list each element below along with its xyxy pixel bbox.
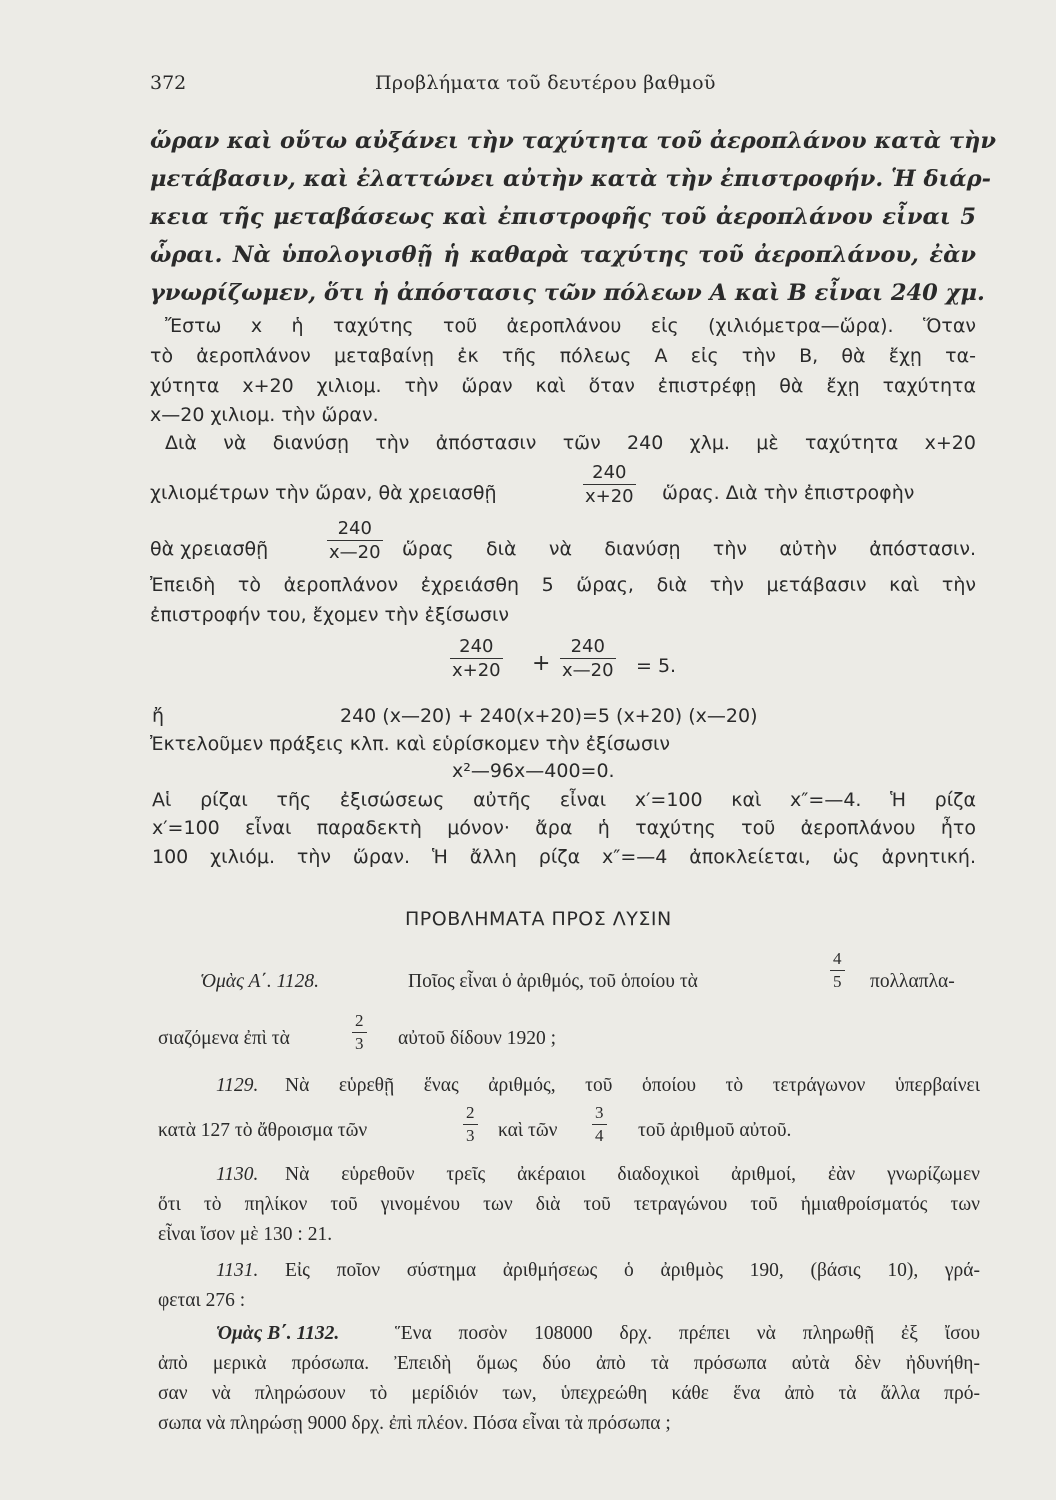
problem-1131-text: Εἰς ποῖον σύστημα ἀριθμήσεως ὁ ἀριθμὸς 190, (βάσις 10), γρά- bbox=[285, 1260, 980, 1281]
statement-line: μετάβασιν, καὶ ἐλαττώνει αὐτὴν κατὰ τὴν ἐπιστροφήν. Ἡ διάρ- bbox=[150, 166, 991, 192]
fraction-denominator: 4 bbox=[592, 1124, 607, 1146]
roots-line: x′=100 εἶναι παραδεκτὴ μόνον· ἄρα ἡ ταχύτης τοῦ ἀεροπλάνου ἦτο bbox=[152, 817, 976, 839]
solution-line: τὸ ἀεροπλάνον μεταβαίνῃ ἐκ τῆς πόλεως A εἰς τὴν B, θὰ ἔχῃ τα- bbox=[150, 345, 976, 367]
fraction-numerator: 240 bbox=[337, 518, 372, 539]
fraction-3-over-4 bbox=[592, 1103, 607, 1146]
or-label: ἤ bbox=[152, 705, 165, 727]
page-header bbox=[150, 72, 976, 102]
problem-1132-text: σαν νὰ πληρώσουν τὸ μερίδιόν των, ὑπεχρεώθη κάθε ἕνα ἀπὸ τὰ ἄλλα πρό- bbox=[158, 1383, 980, 1404]
would-need-text: θὰ χρειασθῇ bbox=[150, 538, 269, 560]
problem-1131-text: φεται 276 : bbox=[158, 1290, 246, 1311]
problem-1128-text: αὐτοῦ δίδουν 1920 ; bbox=[398, 1028, 556, 1049]
page-number: 372 bbox=[150, 72, 187, 94]
fraction-denominator: x—20 bbox=[562, 660, 614, 681]
problem-1130-text: Νὰ εὑρεθοῦν τρεῖς ἀκέραιοι διαδοχικοὶ ἀριθμοί, ἐὰν γνωρίζωμεν bbox=[285, 1164, 980, 1185]
problem-1132-text: ἀπὸ μερικὰ πρόσωπα. Ἐπειδὴ ὅμως δύο ἀπὸ τὰ πρόσωπα αὐτὰ δὲν ἠδυνήθη- bbox=[158, 1353, 980, 1374]
fraction-numerator: 3 bbox=[595, 1103, 604, 1122]
fraction-240-over-x-minus-20 bbox=[327, 518, 383, 563]
roots-line: Αἱ ρίζαι τῆς ἐξισώσεως αὐτῆς εἶναι x′=100 καὶ x″=—4. Ἡ ρίζα bbox=[152, 789, 976, 811]
fraction-denominator: x+20 bbox=[452, 660, 501, 681]
fraction-denominator: x—20 bbox=[329, 542, 381, 563]
fraction-240-over-x-plus-20 bbox=[583, 462, 636, 507]
quadratic-equation: x²—96x—400=0. bbox=[452, 760, 615, 782]
fraction-numerator: 2 bbox=[355, 1011, 364, 1030]
statement-line: ὧραι. Νὰ ὑπολογισθῇ ἡ καθαρὰ ταχύτης τοῦ ἀεροπλάνου, ἐὰν bbox=[150, 242, 976, 268]
kilometers-text: χιλιομέτρων τὴν ὥραν, θὰ χρειασθῇ bbox=[150, 482, 497, 504]
problem-1128-text: Ποῖος εἶναι ὁ ἀριθμός, τοῦ ὁποίου τὰ bbox=[408, 971, 698, 992]
fraction-2-over-3 bbox=[352, 1011, 367, 1054]
since-line: Ἐπειδὴ τὸ ἀεροπλάνον ἐχρειάσθη 5 ὥρας, διὰ τὴν μετάβασιν καὶ τὴν bbox=[150, 574, 976, 596]
same-distance-text: ὥρας διὰ νὰ διανύσῃ τὴν αὐτὴν ἀπόστασιν. bbox=[402, 538, 976, 560]
problem-1132-label: Ὁμὰς Β΄. 1132. bbox=[216, 1323, 340, 1344]
fraction-numerator: 240 bbox=[592, 462, 627, 483]
solution-line: Ἔστω x ἡ ταχύτης τοῦ ἀεροπλάνου εἰς (χιλιόμετρα—ὥρα). Ὅταν bbox=[165, 315, 976, 337]
fraction-denominator: 5 bbox=[830, 970, 845, 992]
equation-fraction-1 bbox=[450, 636, 503, 681]
problem-1130-label: 1130. bbox=[216, 1164, 259, 1185]
return-trip-text: ὥρας. Διὰ τὴν ἐπιστροφὴν bbox=[662, 482, 915, 504]
problem-1131-label: 1131. bbox=[216, 1260, 259, 1281]
solution-line: x—20 χιλιομ. τὴν ὥραν. bbox=[150, 404, 379, 426]
fraction-2-over-3 bbox=[463, 1103, 478, 1146]
perform-line: Ἐκτελοῦμεν πράξεις κλπ. καὶ εὑρίσκομεν τὴν ἐξίσωσιν bbox=[150, 733, 671, 755]
fraction-numerator: 4 bbox=[833, 949, 842, 968]
roots-line: 100 χιλιόμ. τὴν ὥραν. Ἡ ἄλλη ρίζα x″=—4 ἀποκλείεται, ὡς ἀρνητική. bbox=[152, 846, 976, 868]
problem-1130-text: ὅτι τὸ πηλίκον τοῦ γινομένου των διὰ τοῦ τετραγώνου τοῦ ἡμιαθροίσματός των bbox=[158, 1194, 980, 1215]
fraction-denominator: 3 bbox=[352, 1032, 367, 1054]
fraction-denominator: x+20 bbox=[585, 486, 634, 507]
equation-fraction-2 bbox=[560, 636, 616, 681]
fraction-numerator: 2 bbox=[466, 1103, 475, 1122]
solution-line: Διὰ νὰ διανύσῃ τὴν ἀπόστασιν τῶν 240 χλμ. μὲ ταχύτητα x+20 bbox=[165, 432, 976, 454]
fraction-4-over-5 bbox=[830, 949, 845, 992]
problem-1128-label: Ὁμὰς Α΄. 1128. bbox=[200, 971, 320, 992]
section-heading: ΠΡΟΒΛΗΜΑΤΑ ΠΡΟΣ ΛΥΣΙΝ bbox=[405, 908, 672, 930]
statement-line: γνωρίζωμεν, ὅτι ἡ ἀπόστασις τῶν πόλεων A καὶ B εἶναι 240 χμ. bbox=[150, 280, 985, 306]
problem-1129-text: καὶ τῶν bbox=[498, 1120, 558, 1141]
problem-1129-label: 1129. bbox=[216, 1075, 259, 1096]
statement-line: ὥραν καὶ οὕτω αὐξάνει τὴν ταχύτητα τοῦ ἀεροπλάνου κατὰ τὴν bbox=[150, 128, 996, 154]
expanded-equation: 240 (x—20) + 240(x+20)=5 (x+20) (x—20) bbox=[340, 705, 758, 727]
problem-1128-text: σιαζόμενα ἐπὶ τὰ bbox=[158, 1028, 290, 1049]
fraction-denominator: 3 bbox=[463, 1124, 478, 1146]
statement-line: κεια τῆς μεταβάσεως καὶ ἐπιστροφῆς τοῦ ἀεροπλάνου εἶναι 5 bbox=[150, 204, 976, 230]
problem-1132-text: σωπα νὰ πληρώσῃ 9000 δρχ. ἐπὶ πλέον. Πόσα εἶναι τὰ πρόσωπα ; bbox=[158, 1413, 671, 1434]
equation-rhs: = 5. bbox=[636, 655, 677, 677]
solution-line: χύτητα x+20 χιλιομ. τὴν ὥραν καὶ ὅταν ἐπιστρέφῃ θὰ ἔχῃ ταχύτητα bbox=[150, 375, 976, 397]
fraction-numerator: 240 bbox=[570, 636, 605, 657]
problem-1128-text: πολλαπλα- bbox=[870, 971, 955, 992]
problem-1129-text: κατὰ 127 τὸ ἄθροισμα τῶν bbox=[158, 1120, 368, 1141]
problem-1132-text: Ἕνα ποσὸν 108000 δρχ. πρέπει νὰ πληρωθῇ ἐξ ἴσου bbox=[395, 1323, 980, 1344]
problem-1130-text: εἶναι ἴσον μὲ 130 : 21. bbox=[158, 1224, 333, 1245]
running-title: Προβλήματα τοῦ δευτέρου βαθμοῦ bbox=[375, 72, 716, 94]
since-line: ἐπιστροφήν του, ἔχομεν τὴν ἐξίσωσιν bbox=[150, 604, 510, 626]
fraction-numerator: 240 bbox=[459, 636, 494, 657]
problem-1129-text: Νὰ εὑρεθῇ ἕνας ἀριθμός, τοῦ ὁποίου τὸ τετράγωνον ὑπερβαίνει bbox=[285, 1075, 980, 1096]
problem-1129-text: τοῦ ἀριθμοῦ αὐτοῦ. bbox=[638, 1120, 792, 1141]
plus-sign: + bbox=[532, 651, 551, 676]
